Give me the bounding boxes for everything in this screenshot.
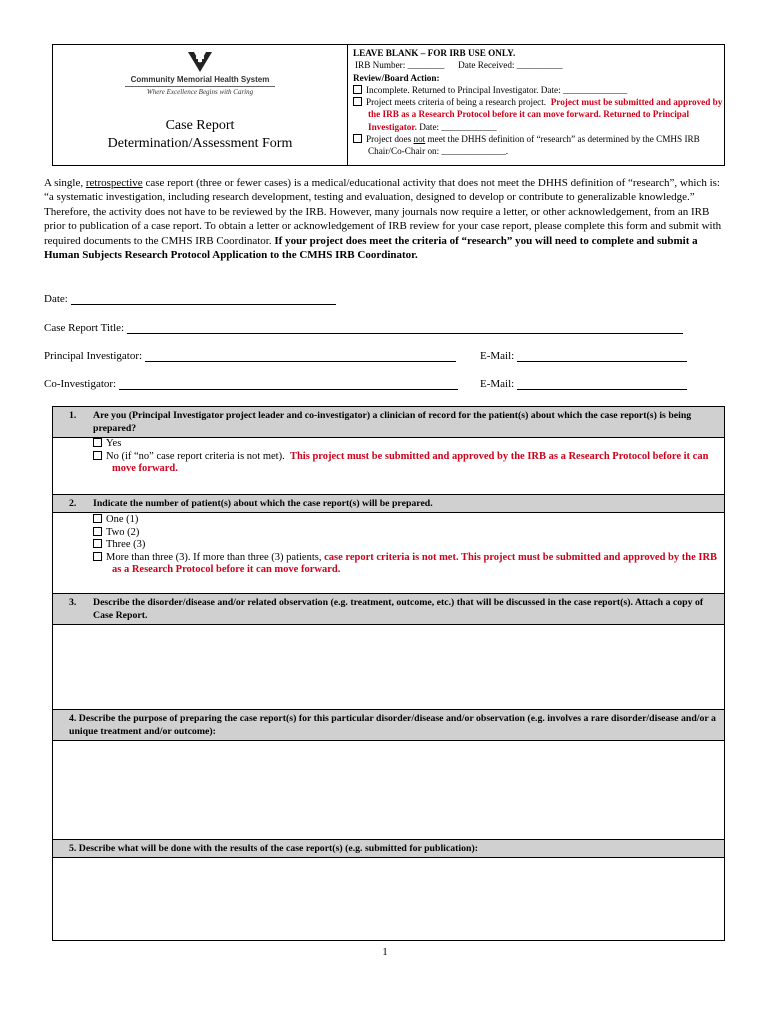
q2-more-warning: case report criteria is not met. This project must be submitted and approved by the IRB as a Research Protocol before it can move forward.: [112, 551, 718, 575]
question-1-options: [53, 438, 724, 476]
q1-no-checkbox[interactable]: [93, 451, 102, 460]
question-4-answer-area[interactable]: [53, 741, 724, 839]
logo-divider: [125, 86, 275, 87]
title-row: [44, 322, 683, 334]
coi-row: [44, 378, 458, 390]
question-3-answer-area[interactable]: [53, 625, 724, 709]
incomplete-checkbox[interactable]: [353, 85, 362, 94]
pi-label: Principal Investigator:: [44, 350, 143, 362]
intro-bold-text: If your project does meet the criteria of “research” you will need to complete and submit a Human Subjects Research Protocol Application to the CMHS IRB Coordinator.: [44, 234, 698, 262]
logo: [53, 51, 347, 96]
email1-label: E-Mail:: [480, 350, 515, 362]
q2-three-checkbox[interactable]: [93, 539, 102, 548]
question-3-number: 3.: [69, 597, 77, 608]
question-3-section: [52, 593, 725, 710]
meets-criteria-warning: Project must be submitted and approved by the IRB as a Research Protocol before it can move forward. Returned to Principal Investigator.: [368, 97, 723, 132]
case-title-input-line[interactable]: [127, 323, 683, 334]
email2-input-line[interactable]: [517, 379, 687, 390]
question-1-section: [52, 406, 725, 495]
date-row: [44, 293, 336, 305]
email1-row: [480, 350, 687, 362]
question-2-section: [52, 494, 725, 594]
email1-input-line[interactable]: [517, 351, 687, 362]
q2-three-label: Three (3): [106, 539, 146, 550]
q1-yes-label: Yes: [106, 438, 122, 449]
date-received-field[interactable]: Date Received: __________: [458, 60, 563, 71]
coi-label: Co-Investigator:: [44, 378, 117, 390]
title-line-2: Determination/Assessment Form: [107, 136, 293, 151]
q1-no-label: No (if “no” case report criteria is not met).: [106, 450, 285, 462]
intro-paragraph: [44, 176, 728, 262]
irb-use-box: [353, 47, 723, 158]
review-label: Review/Board Action:: [353, 72, 440, 83]
pi-input-line[interactable]: [145, 351, 456, 362]
not-research-label-a: Project does: [366, 134, 414, 145]
question-5-answer-area[interactable]: [53, 858, 724, 940]
not-research-label-b: meet the DHHS definition of “research” as determined by the CMHS IRB Chair/Co-Chair on: ______________.: [368, 134, 700, 157]
meets-criteria-label: Project meets criteria of being a research project.: [366, 97, 547, 108]
question-5-text: 5. Describe what will be done with the results of the case report(s) (e.g. submitted for publication):: [69, 843, 478, 854]
q2-two-label: Two (2): [106, 526, 140, 538]
question-4-text: 4. Describe the purpose of preparing the case report(s) for this particular disorder/disease and/or observation (e.g. involves a rare disorder/disease and/or a unique treatment and/or outcome):: [69, 713, 716, 737]
irb-number-field[interactable]: IRB Number: ________: [355, 60, 445, 71]
meets-criteria-checkbox[interactable]: [353, 97, 362, 106]
question-1-heading: [53, 407, 724, 438]
header-box: [52, 44, 725, 166]
irb-heading: LEAVE BLANK – FOR IRB USE ONLY.: [353, 48, 516, 58]
question-2-heading: [53, 495, 724, 513]
q1-yes-checkbox[interactable]: [93, 438, 102, 447]
date-label: Date:: [44, 293, 68, 305]
q2-one-label: One (1): [106, 514, 139, 525]
email2-row: [480, 378, 687, 390]
q2-more-label: More than three (3). If more than three (3) patients,: [106, 551, 322, 563]
intro-retrospective: retrospective: [85, 177, 143, 189]
not-research-checkbox[interactable]: [353, 134, 362, 143]
question-5-heading: [53, 840, 724, 858]
meets-criteria-date[interactable]: Date: ____________: [419, 121, 497, 132]
q1-no-warning: This project must be submitted and approved by the IRB as a Research Protocol before it can move forward.: [112, 450, 709, 474]
question-4-section: [52, 709, 725, 840]
title-line-1: Case Report: [165, 118, 235, 133]
cmhs-logo-icon: [187, 51, 213, 73]
q2-more-checkbox[interactable]: [93, 552, 102, 561]
question-1-text: Are you (Principal Investigator project leader and co-investigator) a clinician of record for the patient(s) about which the case report(s) is being prepared?: [93, 410, 692, 434]
question-5-section: [52, 839, 725, 941]
q2-one-checkbox[interactable]: [93, 514, 102, 523]
header-left: [53, 45, 348, 165]
not-research-not: not: [413, 134, 426, 145]
question-2-options: [53, 513, 724, 577]
org-tagline: Where Excellence Begins with Caring: [146, 88, 254, 96]
question-2-text: Indicate the number of patient(s) about which the case report(s) will be prepared.: [93, 498, 433, 509]
org-name: Community Memorial Health System: [130, 75, 270, 84]
q2-two-checkbox[interactable]: [93, 527, 102, 536]
question-3-text: Describe the disorder/disease and/or related observation (e.g. treatment, outcome, etc.) that will be discussed in the case report(s). Attach a copy of Case Report.: [93, 597, 704, 621]
pi-row: [44, 350, 456, 362]
question-4-heading: [53, 710, 724, 741]
intro-text-2: case report (three or fewer cases) is a medical/educational activity that does not meet the DHHS definition of “research”, which is: “a systematic investigation, including research development, testing and evaluation, designed to develop or contribute to generalizable knowledge.” Therefore, the activity does not have to be reviewed by the IRB. However, many journals now require a letter, or other acknowledgement, from an IRB prior to publication of a case report. To obtain a letter or acknowledgement of IRB review for your case report, please complete this form and submit with required documents to the CMHS IRB Coordinator.: [44, 177, 722, 247]
question-1-number: 1.: [69, 410, 77, 421]
form-title: [53, 117, 347, 153]
question-2-number: 2.: [69, 498, 77, 509]
coi-input-line[interactable]: [119, 379, 458, 390]
case-title-label: Case Report Title:: [44, 322, 125, 334]
page-number: 1: [382, 946, 388, 958]
question-3-heading: [53, 594, 724, 625]
intro-text-1: A single,: [44, 177, 86, 189]
incomplete-label: Incomplete. Returned to Principal Investigator. Date: ______________: [366, 84, 628, 95]
email2-label: E-Mail:: [480, 378, 515, 390]
date-input-line[interactable]: [71, 294, 336, 305]
